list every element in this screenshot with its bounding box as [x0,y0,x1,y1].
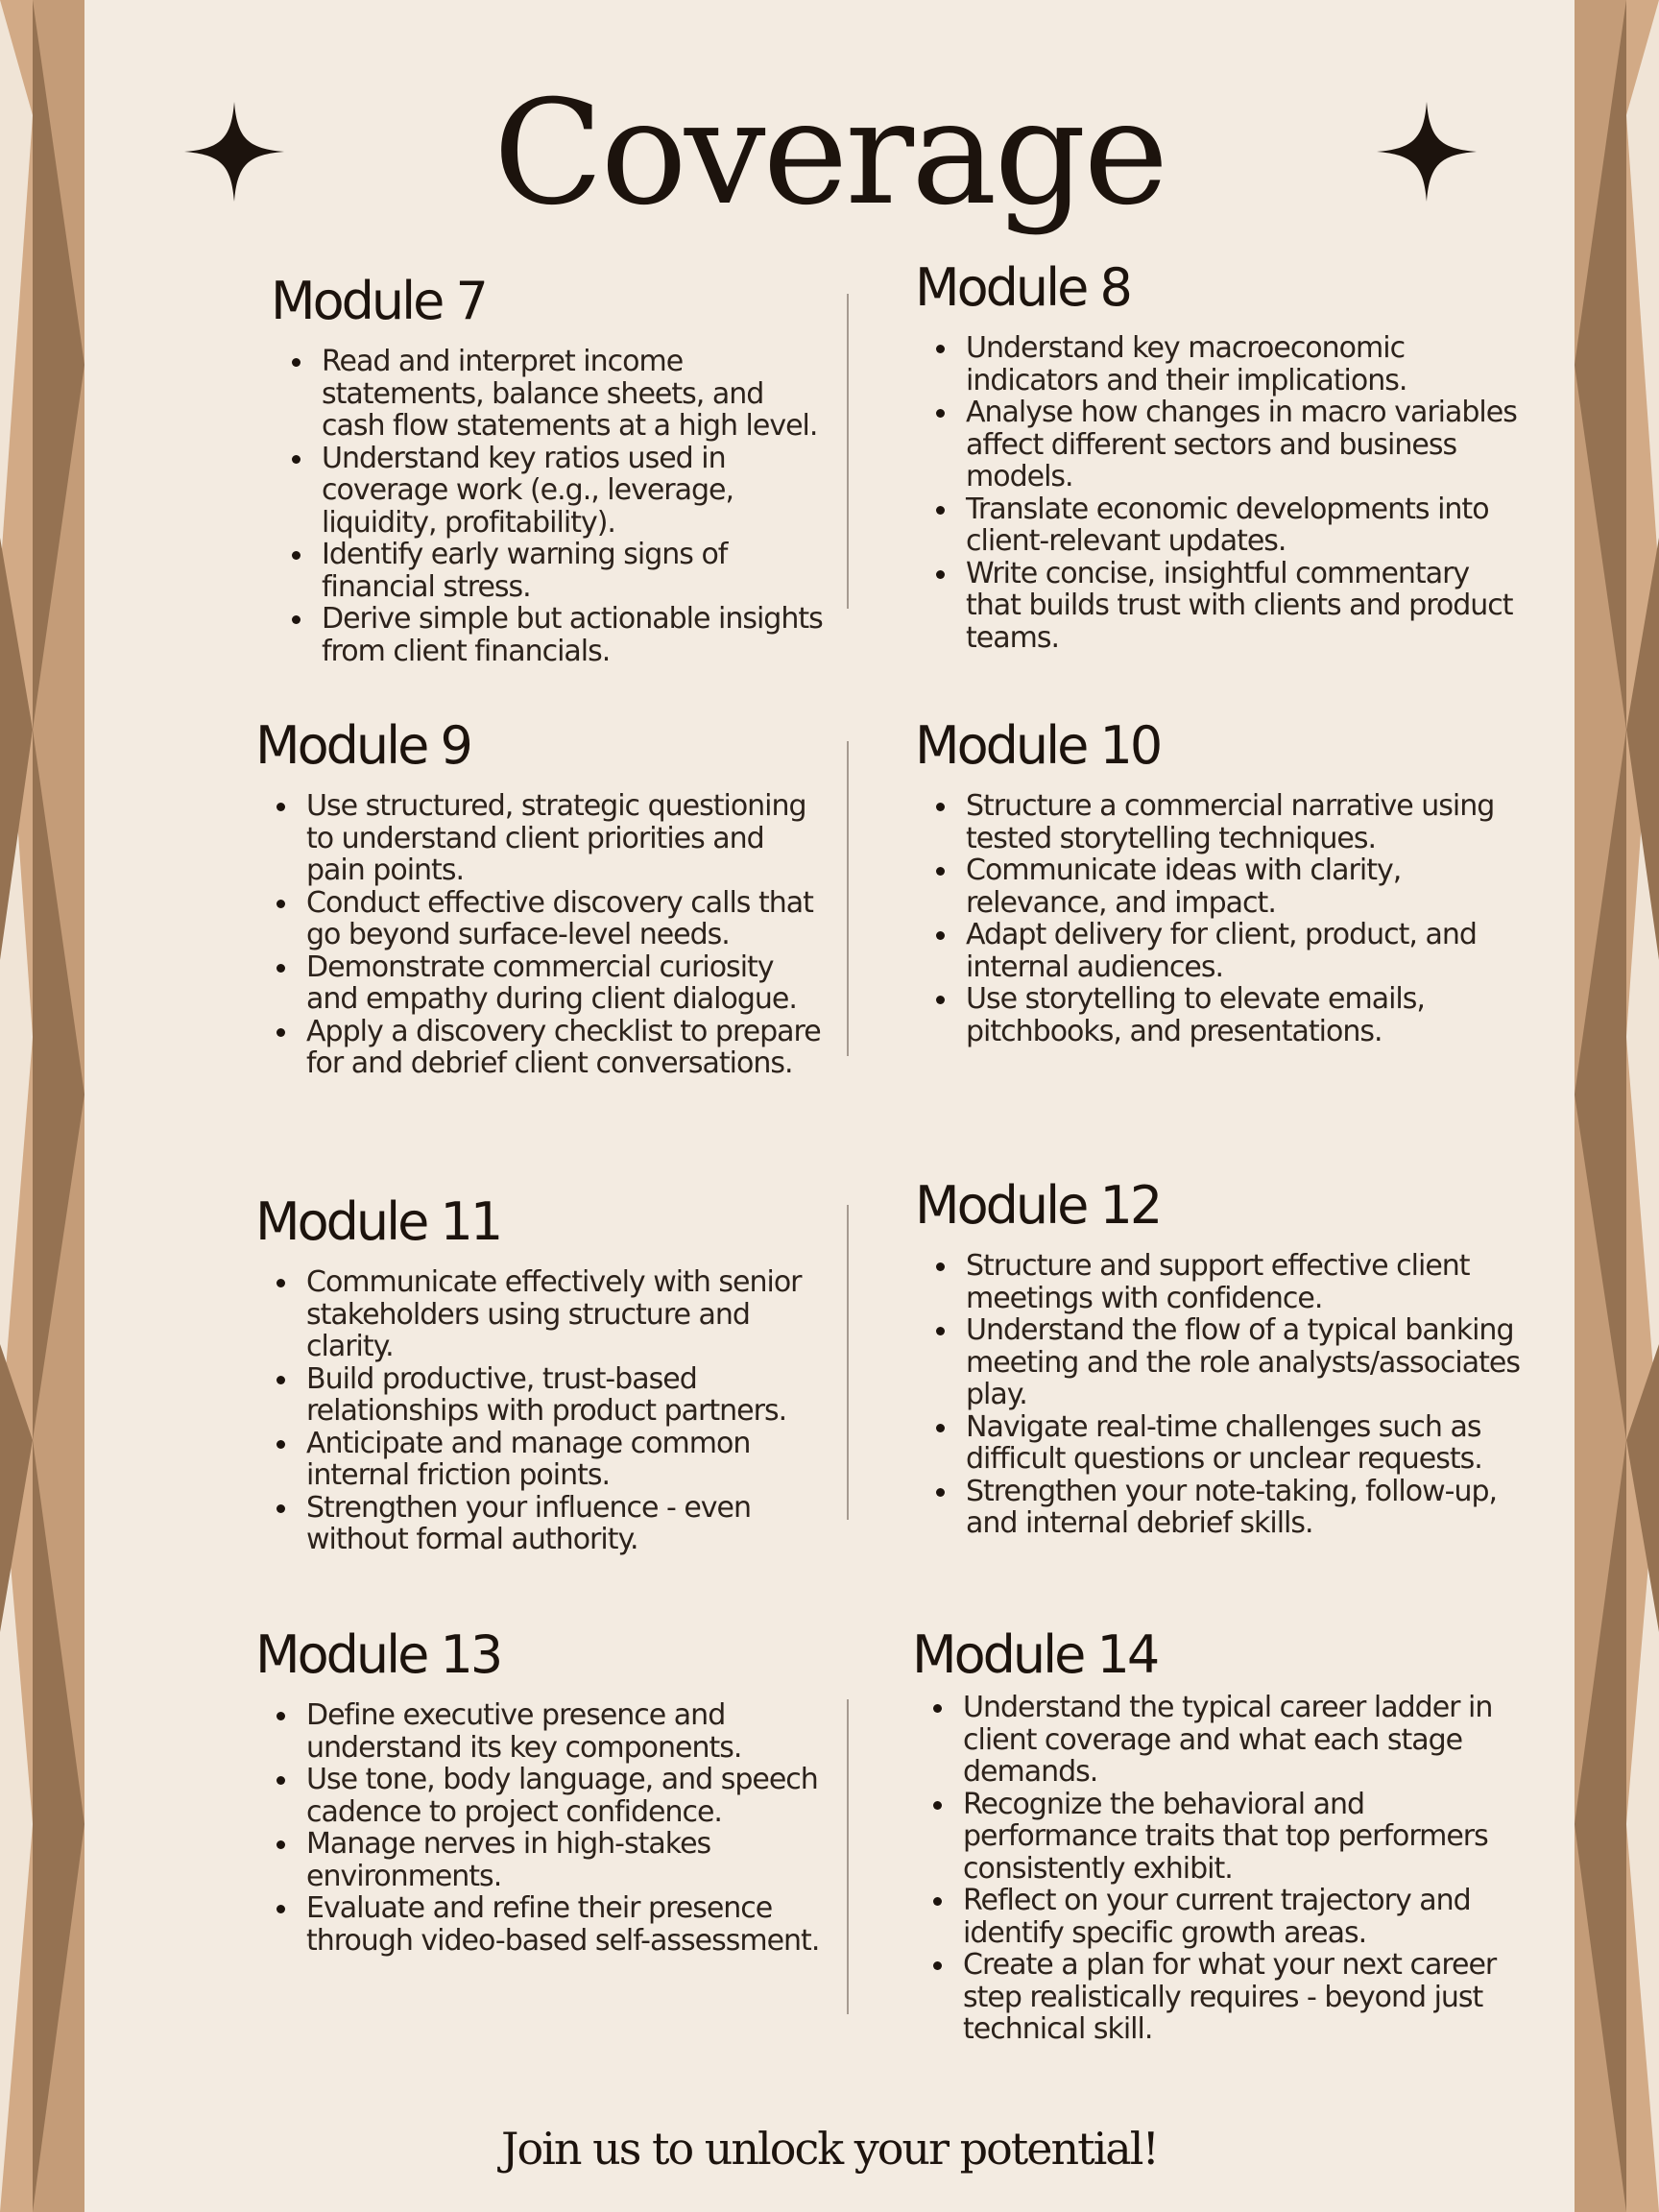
bullet-item: Write concise, insightful commentary that builds trust with clients and product teams. [966,558,1529,655]
bullet-item: Use tone, body language, and speech cadence to project confidence. [306,1764,822,1828]
bullet-item: Apply a discovery checklist to prepare for and debrief client conversations. [306,1014,821,1080]
module-title: Module 12 [915,1175,1161,1236]
bullet-item: Anticipate and manage common internal friction points. [306,1428,822,1492]
module-title: Module 9 [255,715,470,776]
module-title: Module 8 [915,257,1130,318]
bullet-item: Read and interpret income statements, balance sheets, and cash flow statements at a high level. [322,346,828,443]
bullet-item: Use structured, strategic questioning to understand client priorities and pain points. [306,790,822,887]
bullet-item: Understand the flow of a typical banking meeting and the role analysts/associates play. [966,1314,1529,1411]
module-bullets [915,790,1529,1047]
module-8 [915,257,1529,654]
bullet-item: Reflect on your current trajectory and identify specific growth areas. [963,1885,1536,1949]
module-11 [255,1191,822,1556]
bullet-item: Analyse how changes in macro variables affect different sectors and business models. [966,397,1529,493]
call-to-action-footer: Join us to unlock your potential! [501,2123,1158,2175]
bullet-item: Understand the typical career ladder in client coverage and what each stage demands. [963,1692,1536,1789]
column-divider [847,741,849,1056]
right-decorative-border [1575,0,1659,2212]
column-divider [847,1205,849,1520]
bullet-item: Adapt delivery for client, product, and internal audiences. [966,919,1529,983]
bullet-item: Build productive, trust-based relationships with product partners. [306,1363,822,1428]
bullet-item: Derive simple but actionable insights from client financials. [322,603,828,667]
bullet-item: Navigate real-time challenges such as difficult questions or unclear requests. [966,1411,1529,1476]
module-title: Module 13 [255,1624,501,1685]
module-bullets [255,1699,822,1957]
bullet-item: Strengthen your note-taking, follow-up, and internal debrief skills. [966,1476,1529,1540]
bullet-item: Create a plan for what your next career step realistically requires - beyond just technical skill. [963,1949,1536,2046]
bullet-item: Use storytelling to elevate emails, pitchbooks, and presentations. [966,983,1529,1047]
bullet-item: Structure a commercial narrative using tested storytelling techniques. [966,790,1529,854]
module-bullets [255,790,822,1080]
module-7 [271,271,828,667]
module-title: Module 11 [255,1191,501,1252]
bullet-item: Understand key ratios used in coverage work (e.g., leverage, liquidity, profitability). [322,443,828,540]
bullet-item: Structure and support effective client meetings with confidence. [966,1250,1529,1314]
bullet-item: Translate economic developments into client-relevant updates. [966,493,1529,558]
module-bullets [255,1266,822,1556]
bullet-item: Strengthen your influence - even without formal authority. [306,1492,822,1556]
module-title: Module 10 [915,715,1161,776]
page-title: Coverage [493,70,1166,237]
module-9 [255,715,822,1080]
column-divider [847,1699,849,2014]
left-decorative-border [0,0,84,2212]
bullet-item: Define executive presence and understand its key components. [306,1699,822,1764]
bullet-item: Recognize the behavioral and performance traits that top performers consistently exhibit. [963,1789,1536,1886]
bullet-item: Conduct effective discovery calls that go beyond surface-level needs. [306,887,822,951]
bullet-item: Communicate effectively with senior stakeholders using structure and clarity. [306,1266,822,1363]
module-bullets [915,1250,1529,1540]
module-bullets [271,346,828,667]
module-13 [255,1624,822,1957]
module-12 [915,1175,1529,1540]
bullet-item: Evaluate and refine their presence through video-based self-assessment. [306,1892,822,1957]
bullet-item: Understand key macroeconomic indicators and their implications. [966,332,1529,397]
module-title: Module 7 [271,271,486,331]
bullet-item: Identify early warning signs of financial stress. [322,539,828,603]
module-title: Module 14 [912,1624,1158,1685]
bullet-item: Demonstrate commercial curiosity and empathy during client dialogue. [306,951,822,1016]
content-sheet [84,0,1575,2212]
bullet-item: Manage nerves in high-stakes environments. [306,1828,822,1892]
module-10 [915,715,1529,1047]
module-bullets [915,332,1529,654]
column-divider [847,294,849,609]
bullet-item: Communicate ideas with clarity, relevance, and impact. [966,854,1529,919]
module-14 [912,1624,1536,2046]
module-bullets [912,1692,1536,2046]
